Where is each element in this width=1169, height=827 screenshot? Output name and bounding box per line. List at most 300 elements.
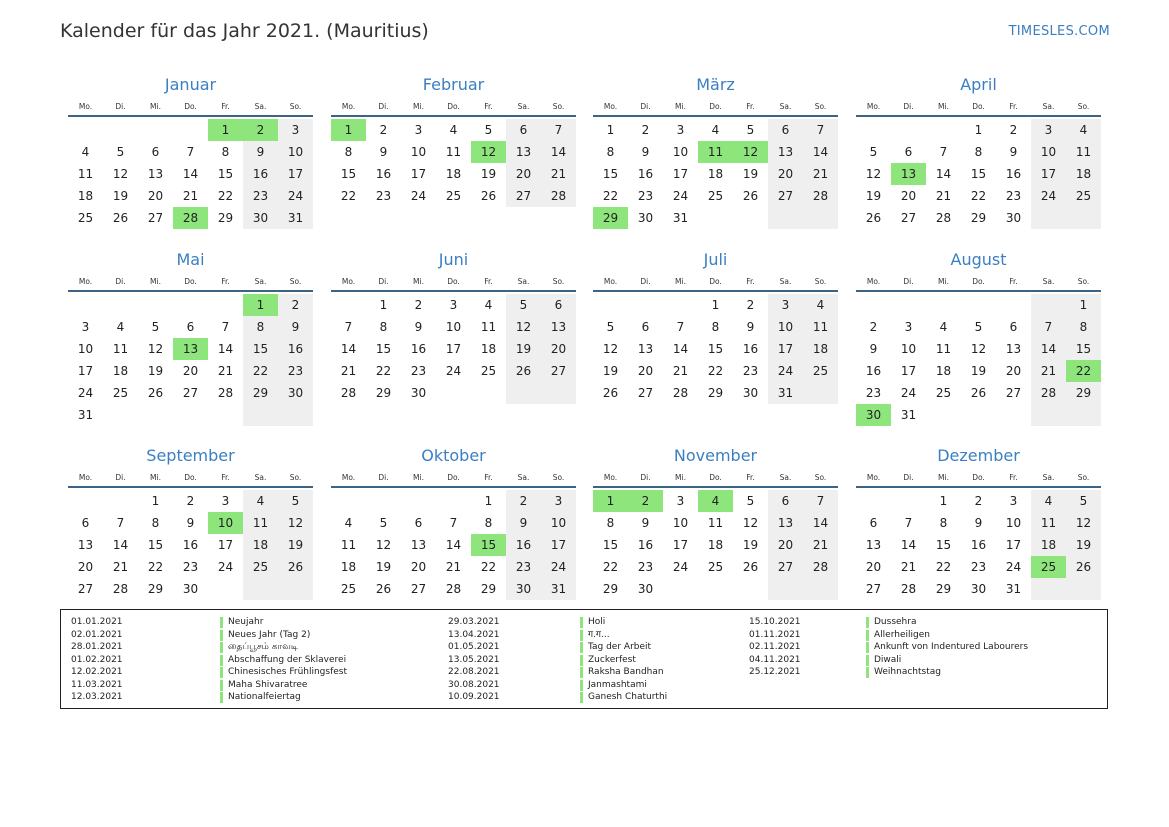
day-cell: 9 [414,320,423,334]
holiday-date: 01.01.2021 [71,617,123,627]
weekday-label: Fr. [1009,102,1018,111]
day-cell: 30 [742,386,759,400]
day-cell: 23 [637,560,654,574]
holiday-marker [580,630,583,641]
day-cell: 28 [1031,382,1066,404]
day-cell: 21 [541,163,576,185]
day-cell: 12 [375,538,392,552]
weekday-header [68,102,313,114]
day-cell: 16 [970,538,987,552]
day-cell: 8 [221,145,230,159]
day-cell: 30 [1005,211,1022,225]
day-cell: 6 [768,490,803,512]
day-cell: 11 [707,516,724,530]
weekday-label: Sa. [517,473,530,482]
month-divider [856,290,1101,292]
day-cell: 8 [606,145,615,159]
brand-link[interactable]: TIMESLES.COM [1008,24,1110,39]
day-cell: 28 [803,556,838,578]
day-cell: 20 [1005,364,1022,378]
day-cell: 9 [278,316,313,338]
day-cell: 2 [379,123,388,137]
weekday-label: Do. [709,102,722,111]
day-cell: 27 [900,211,917,225]
weekday-label: Di. [378,277,389,286]
holiday-marker [866,667,869,678]
month-divider [68,290,313,292]
day-cell: 5 [974,320,983,334]
day-cell: 17 [672,167,689,181]
day-cell: 3 [676,123,685,137]
day-cell: 25 [445,189,462,203]
day-cell: 9 [746,320,755,334]
day-cell: 10 [77,342,94,356]
weekday-label: Fr. [484,102,493,111]
weekday-label: Do. [972,277,985,286]
day-cell: 26 [112,211,129,225]
day-cell: 5 [116,145,125,159]
weekend-blank [243,404,278,426]
holiday-name: Ankunft von Indentured Labourers [874,642,1029,652]
day-cell: 7 [186,145,195,159]
day-cell: 9 [974,516,983,530]
holiday-marker [220,655,223,666]
day-cell: 24 [672,189,689,203]
weekday-label: Di. [115,473,126,482]
day-cell: 14 [935,167,952,181]
day-cell: 23 [375,189,392,203]
weekday-header [593,102,838,114]
day-cell: 5 [869,145,878,159]
day-cell: 12 [742,516,759,530]
month-divider [593,290,838,292]
day-cell: 30 [410,386,427,400]
weekday-label: Sa. [254,277,267,286]
holiday-name: Allerheiligen [874,629,930,640]
day-cell: 11 [445,145,462,159]
day-cell: 29 [970,211,987,225]
day-cell: 19 [112,189,129,203]
weekday-label: Do. [447,277,460,286]
day-cell: 21 [900,560,917,574]
day-cell: 18 [935,364,952,378]
day-cell: 30 [278,382,313,404]
day-cell: 8 [711,320,720,334]
day-cell: 1 [939,494,948,508]
day-cell: 4 [1066,119,1101,141]
holiday-marker [580,680,583,691]
day-cell: 6 [506,119,541,141]
day-cell: 20 [541,338,576,360]
day-cell: 15 [340,167,357,181]
day-cell: 16 [637,167,654,181]
day-cell: 9 [243,141,278,163]
day-cell: 31 [768,382,803,404]
month-name: Februar [422,75,485,94]
day-cell: 6 [904,145,913,159]
day-cell: 22 [935,560,952,574]
day-cell: 28 [217,386,234,400]
day-cell: 5 [606,320,615,334]
day-cell: 30 [243,207,278,229]
day-cell: 19 [147,364,164,378]
day-cell: 15 [602,167,619,181]
holiday-day: 1 [331,119,366,141]
day-cell: 14 [1031,338,1066,360]
holiday-date: 10.09.2021 [448,692,500,702]
holiday-marker [220,667,223,678]
day-cell: 20 [637,364,654,378]
day-cell: 9 [506,512,541,534]
day-cell: 26 [506,360,541,382]
holiday-marker [220,630,223,641]
day-cell: 27 [77,582,94,596]
day-cell: 22 [480,560,497,574]
day-cell: 18 [112,364,129,378]
weekday-label: Do. [184,473,197,482]
day-cell: 14 [340,342,357,356]
month-divider [593,486,838,488]
day-cell: 7 [904,516,913,530]
holiday-name: Zuckerfest [588,654,636,665]
holiday-marker [220,680,223,691]
holiday-marker [580,655,583,666]
day-cell: 6 [1009,320,1018,334]
holiday-day: 1 [208,119,243,141]
day-cell: 8 [243,316,278,338]
holiday-day: 15 [471,534,506,556]
holiday-date: 01.11.2021 [749,629,801,640]
day-cell: 12 [278,512,313,534]
day-cell: 16 [742,342,759,356]
day-cell: 10 [445,320,462,334]
day-cell: 22 [147,560,164,574]
day-cell: 29 [602,582,619,596]
day-cell: 26 [1066,556,1101,578]
day-cell: 28 [672,386,689,400]
weekday-label: Di. [115,277,126,286]
day-cell: 3 [81,320,90,334]
day-cell: 18 [480,342,497,356]
day-cell: 12 [147,342,164,356]
day-cell: 2 [186,494,195,508]
weekday-label: Mi. [413,473,424,482]
day-cell: 7 [449,516,458,530]
weekday-label: Sa. [517,102,530,111]
day-cell: 15 [217,167,234,181]
weekday-label: Mi. [938,277,949,286]
day-cell: 27 [768,556,803,578]
holiday-date: 22.08.2021 [448,667,500,677]
day-cell: 28 [340,386,357,400]
weekday-label: Fr. [746,102,755,111]
day-cell: 15 [602,538,619,552]
weekend-blank [1066,404,1101,426]
day-cell: 19 [506,338,541,360]
holiday-day: 1 [243,294,278,316]
day-cell: 8 [379,320,388,334]
day-cell: 16 [243,163,278,185]
day-cell: 13 [147,167,164,181]
day-cell: 7 [1031,316,1066,338]
day-cell: 25 [935,386,952,400]
day-cell: 19 [742,538,759,552]
day-cell: 9 [641,145,650,159]
day-cell: 5 [379,516,388,530]
weekday-label: Mo. [78,102,93,111]
day-cell: 17 [768,338,803,360]
day-cell: 18 [1066,163,1101,185]
day-cell: 26 [742,189,759,203]
day-cell: 28 [541,185,576,207]
day-cell: 5 [151,320,160,334]
weekday-label: Do. [972,473,985,482]
month-name: Oktober [421,446,486,465]
day-cell: 26 [742,560,759,574]
day-cell: 15 [707,342,724,356]
day-cell: 11 [1031,512,1066,534]
day-cell: 19 [480,167,497,181]
day-cell: 22 [602,189,619,203]
day-cell: 26 [602,386,619,400]
weekday-header [68,277,313,289]
day-cell: 30 [637,211,654,225]
weekday-label: Mi. [675,473,686,482]
day-cell: 15 [970,167,987,181]
holiday-name: Janmashtami [588,679,647,690]
holiday-marker [220,692,223,703]
weekday-label: So. [289,473,302,482]
day-cell: 21 [112,560,129,574]
day-cell: 1 [1066,294,1101,316]
day-cell: 27 [147,211,164,225]
holiday-marker [580,667,583,678]
day-cell: 7 [803,119,838,141]
holiday-marker [220,617,223,628]
day-cell: 25 [340,582,357,596]
day-cell: 12 [506,316,541,338]
weekday-label: Do. [972,102,985,111]
day-cell: 4 [711,123,720,137]
day-cell: 16 [278,338,313,360]
day-cell: 13 [768,141,803,163]
weekday-label: Di. [640,277,651,286]
day-cell: 3 [541,490,576,512]
page-title: Kalender für das Jahr 2021. (Mauritius) [60,20,429,42]
day-cell: 22 [243,360,278,382]
day-cell: 2 [414,298,423,312]
day-cell: 30 [637,582,654,596]
day-cell: 14 [445,538,462,552]
day-cell: 9 [1009,145,1018,159]
day-cell: 5 [278,490,313,512]
day-cell: 24 [217,560,234,574]
day-cell: 7 [116,516,125,530]
holiday-date: 13.05.2021 [448,654,500,665]
day-cell: 22 [217,189,234,203]
day-cell: 11 [112,342,129,356]
weekday-label: Fr. [221,277,230,286]
holiday-day: 1 [593,490,628,512]
weekday-label: So. [1077,277,1090,286]
weekday-label: So. [814,473,827,482]
month-divider [331,115,576,117]
day-cell: 22 [375,364,392,378]
month-divider [331,290,576,292]
day-cell: 7 [541,119,576,141]
holiday-name: Maha Shivaratree [228,679,308,690]
weekday-label: So. [814,102,827,111]
day-cell: 15 [1066,338,1101,360]
day-cell: 21 [803,534,838,556]
day-cell: 28 [803,185,838,207]
weekday-header [331,102,576,114]
day-cell: 13 [541,316,576,338]
day-cell: 21 [1031,360,1066,382]
day-cell: 10 [900,342,917,356]
day-cell: 16 [506,534,541,556]
month-divider [331,486,576,488]
weekday-label: Mo. [866,277,881,286]
weekday-label: So. [814,277,827,286]
day-cell: 26 [480,189,497,203]
holiday-name: Raksha Bandhan [588,667,664,677]
weekend-blank [278,404,313,426]
day-cell: 16 [865,364,882,378]
day-cell: 4 [243,490,278,512]
holiday-day: 12 [471,141,506,163]
weekday-label: Mo. [78,277,93,286]
day-cell: 4 [939,320,948,334]
day-cell: 10 [1031,141,1066,163]
day-cell: 4 [344,516,353,530]
day-cell: 17 [445,342,462,356]
day-cell: 10 [1005,516,1022,530]
day-cell: 24 [541,556,576,578]
day-cell: 22 [707,364,724,378]
month-name: September [146,446,235,465]
holiday-marker [580,642,583,653]
weekday-label: Mo. [341,473,356,482]
month-name: Januar [164,75,217,94]
month-divider [68,115,313,117]
holiday-name: Neues Jahr (Tag 2) [228,629,311,640]
weekday-header [856,102,1101,114]
day-cell: 22 [602,560,619,574]
day-cell: 23 [278,360,313,382]
month-name: Juni [438,250,469,269]
day-cell: 29 [707,386,724,400]
weekday-header [331,277,576,289]
day-cell: 3 [414,123,423,137]
day-cell: 18 [243,534,278,556]
day-cell: 15 [375,342,392,356]
month-name: März [696,75,735,94]
day-cell: 19 [742,167,759,181]
month-name: Juli [703,250,728,269]
month-name: November [673,446,758,465]
day-cell: 18 [340,560,357,574]
day-cell: 13 [1005,342,1022,356]
day-cell: 14 [541,141,576,163]
day-cell: 15 [243,338,278,360]
day-cell: 13 [506,141,541,163]
day-cell: 3 [904,320,913,334]
day-cell: 25 [480,364,497,378]
day-cell: 24 [77,386,94,400]
month-divider [856,486,1101,488]
weekday-label: So. [289,277,302,286]
weekend-blank [803,382,838,404]
weekday-label: Do. [709,473,722,482]
day-cell: 18 [707,167,724,181]
holiday-name: ग.ग... [588,629,610,640]
day-cell: 19 [865,189,882,203]
weekday-label: Do. [447,473,460,482]
holiday-name: Ganesh Chaturthi [588,692,668,702]
weekday-label: Sa. [779,473,792,482]
weekday-label: Fr. [1009,473,1018,482]
day-cell: 11 [1066,141,1101,163]
day-cell: 3 [278,119,313,141]
weekday-label: Sa. [1042,473,1055,482]
day-cell: 18 [707,538,724,552]
holiday-marker [866,617,869,628]
holiday-name: Dussehra [874,617,917,627]
day-cell: 18 [803,338,838,360]
day-cell: 11 [243,512,278,534]
day-cell: 10 [541,512,576,534]
weekend-blank [1031,294,1066,316]
day-cell: 8 [344,145,353,159]
holiday-date: 30.08.2021 [448,679,500,690]
weekday-label: Di. [903,473,914,482]
day-cell: 21 [672,364,689,378]
day-cell: 2 [506,490,541,512]
day-cell: 21 [217,364,234,378]
day-cell: 29 [375,386,392,400]
day-cell: 27 [865,582,882,596]
day-cell: 6 [151,145,160,159]
holiday-marker [866,630,869,641]
day-cell: 9 [641,516,650,530]
weekday-label: Mi. [150,102,161,111]
day-cell: 26 [147,386,164,400]
day-cell: 8 [606,516,615,530]
holiday-day: 22 [1066,360,1101,382]
weekday-label: Mi. [150,277,161,286]
weekday-label: Sa. [779,277,792,286]
day-cell: 12 [1066,512,1101,534]
day-cell: 13 [77,538,94,552]
day-cell: 10 [410,145,427,159]
day-cell: 17 [410,167,427,181]
day-cell: 8 [151,516,160,530]
day-cell: 18 [77,189,94,203]
holiday-date: 02.01.2021 [71,629,123,640]
day-cell: 31 [672,211,689,225]
day-cell: 20 [147,189,164,203]
holiday-name: தைப்பூசம் காவடி [228,642,299,652]
holiday-date: 01.05.2021 [448,642,500,652]
day-cell: 24 [1005,560,1022,574]
day-cell: 6 [641,320,650,334]
weekday-label: Mo. [341,277,356,286]
day-cell: 5 [746,123,755,137]
holiday-name: Chinesisches Frühlingsfest [228,667,348,677]
weekday-label: Sa. [517,277,530,286]
day-cell: 1 [711,298,720,312]
